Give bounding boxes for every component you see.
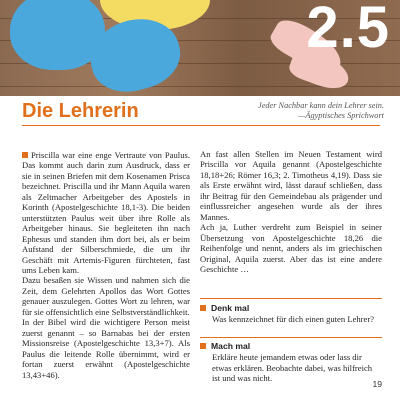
mach-mal-divider — [200, 337, 382, 338]
page-title: Die Lehrerin — [22, 100, 139, 122]
epigraph — [212, 101, 384, 121]
square-bullet-icon — [200, 343, 206, 349]
paragraph-text: Priscilla war eine enge Vertraute von Paulus. Das kommt auch darin zum Ausdruck, dass er sie in seinen Briefen mit dem Kosenamen Prisca bezeichnet. Priscilla und ihr Mann Aquila waren als Zeltmacher Arbeitgeber des Apostels in Korinth (Apostelgeschichte 18,1-3). Die beiden unterstützten Paulus weit über ihre Rolle als Arbeitgeber hinaus. Sie begleiteten ihn nach Ephesus und standen ihm dort bei, als er beim Aufstand der Silberschmiede, die um ihr Geschäft mit Artemis-Figuren fürchteten, fast ums Leben kam. — [22, 150, 190, 275]
mach-mal-label: Mach mal — [211, 341, 251, 351]
section-bullet-icon — [22, 152, 28, 158]
mach-mal-title — [200, 341, 250, 351]
right-column — [200, 149, 382, 274]
square-bullet-icon — [200, 305, 206, 311]
title-divider — [22, 125, 380, 126]
denk-mal-label: Denk mal — [211, 303, 250, 313]
paragraph: Ach ja, Luther verdreht zum Beispiel in seiner Übersetzung von Apostelgeschichte 18,26 die Reihenfolge und nennt, anders als im griechischen Original, Aquila zuerst. Aber das ist eine andere Geschichte … — [200, 222, 382, 274]
epigraph-source: —Ägyptisches Sprichwort — [298, 111, 384, 120]
paragraph: An fast allen Stellen im Neuen Testament wird Priscilla vor Aquila genannt (Apostelgeschichte 18,18+26; Römer 16,3; 2. Timotheus 4,19). Dass sie als Erste erwähnt wird, lässt darauf schließen, dass ihr Beitrag für den Gemeindebau als prägender und einflussreicher angesehen wurde als der ihres Mannes. — [200, 149, 382, 222]
left-column — [22, 150, 190, 380]
paragraph: In der Bibel wird die wichtigere Person meist zuerst genannt – so Barnabas bei der ersten Missionsreise (Apostelgeschichte 13,3+7). Als Paulus die leitende Rolle übernimmt, wird er fortan zuerst erwähnt (Apostelgeschichte 13,43+46). — [22, 317, 190, 380]
denk-mal-text: Was kennzeichnet für dich einen guten Lehrer? — [212, 314, 375, 324]
paragraph — [22, 150, 190, 275]
header-photo — [0, 0, 400, 96]
paragraph: Dazu besaßen sie Wissen und nahmen sich die Zeit, dem Gelehrten Apollos das Wort Gottes genauer auszulegen. Gottes Wort zu lehren, war für sie offensichtlich eine Selbstverständlichkeit. — [22, 275, 190, 317]
mach-mal-text: Erkläre heute jemandem etwas oder lass dir etwas erklären. Beobachte dabei, was hilfreich ist und was nicht. — [212, 352, 373, 383]
denk-mal-divider — [200, 298, 382, 299]
page-number: 19 — [372, 379, 382, 389]
chapter-number: 2.5 — [306, 0, 390, 60]
epigraph-text: Jeder Nachbar kann dein Lehrer sein. — [258, 101, 384, 110]
denk-mal-title — [200, 303, 249, 313]
